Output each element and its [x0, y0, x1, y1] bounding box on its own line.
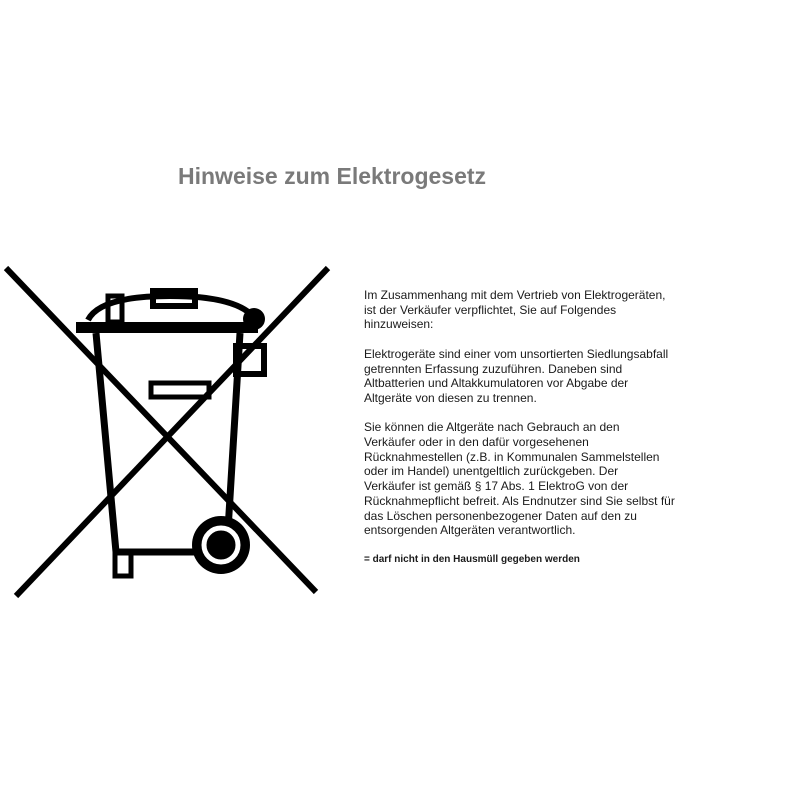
page-title: Hinweise zum Elektrogesetz — [178, 163, 487, 189]
bin-foot — [115, 552, 131, 576]
paragraph-return: Sie können die Altgeräte nach Gebrauch an den Verkäufer oder in den dafür vorgesehenen Rücknahmestellen (z.B. in Kommunalen Sammelstellen oder im Handel) unentgeltlich zurückgeben. Der Verkäufer ist gemäß § 17 Abs. 1 ElektroG von der Rücknahmepflicht befreit. Als Endnutzer sind Sie selbst für das Löschen personenbezogener Daten auf den zu entsorgenden Altgeräten verantwortlich. — [364, 420, 675, 538]
symbol-note: = darf nicht in den Hausmüll gegeben werden — [364, 553, 580, 565]
paragraph-separation: Elektrogeräte sind einer vom unsortierten Siedlungsabfall getrennten Erfassung zuzuführen. Daneben sind Altbatterien und Altakkumulatoren vor Abgabe der Altgeräte von diesen zu trennen. — [364, 346, 669, 405]
crossed-out-wheelie-bin-icon — [0, 260, 340, 605]
bin-middle-bar — [151, 383, 209, 397]
cross-line-1 — [6, 268, 316, 592]
bin-wheel-hub — [215, 539, 227, 551]
cross-line-2 — [16, 268, 328, 596]
paragraph-intro: Im Zusammenhang mit dem Vertrieb von Elektrogeräten, ist der Verkäufer verpflichtet, Sie auf Folgendes hinzuweisen: — [364, 288, 666, 332]
bin-rim — [76, 322, 258, 333]
electro-law-notice — [364, 288, 724, 582]
bin-hinge — [243, 308, 265, 330]
